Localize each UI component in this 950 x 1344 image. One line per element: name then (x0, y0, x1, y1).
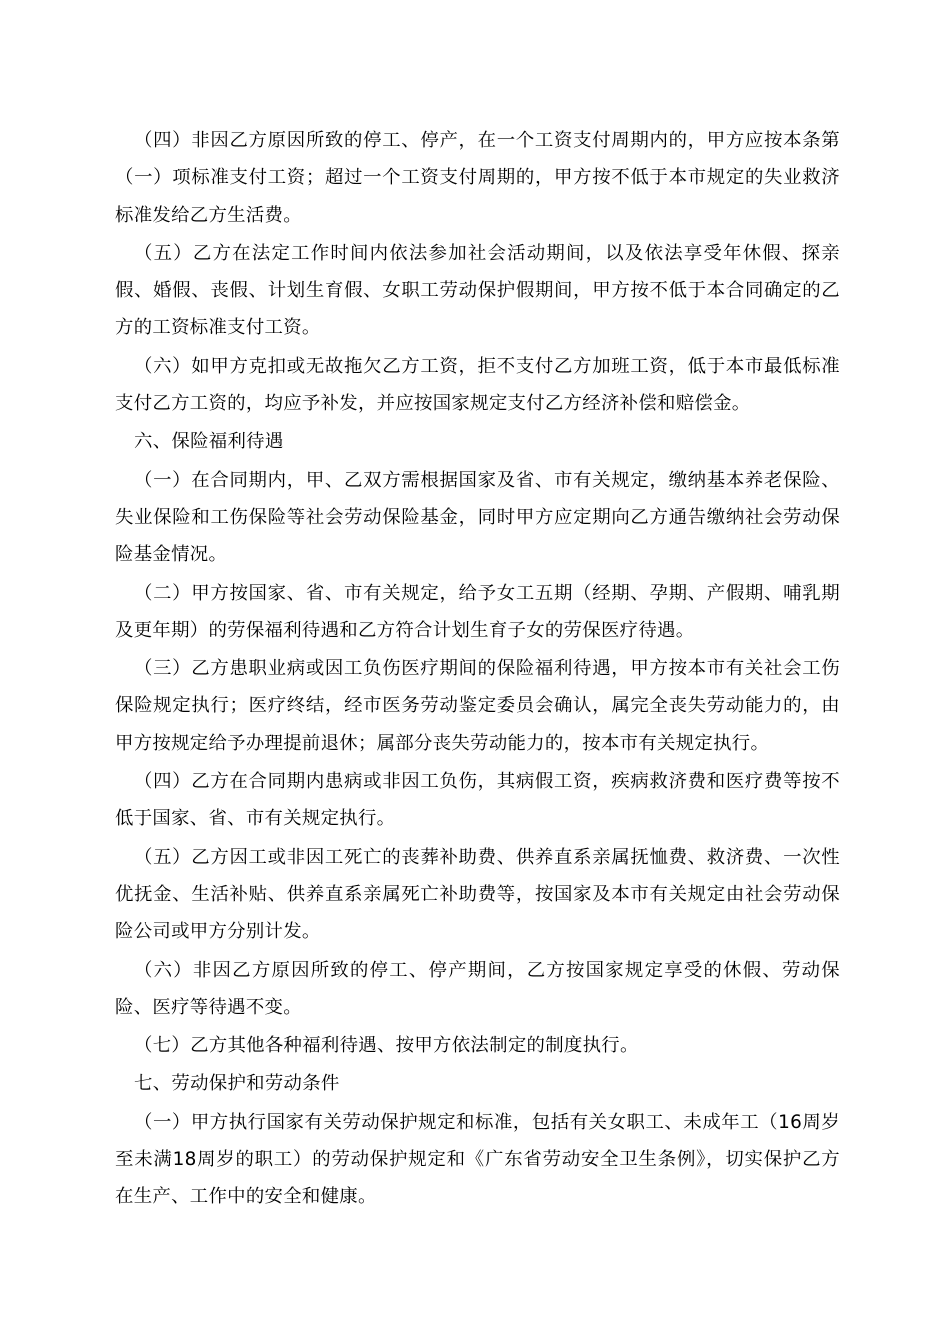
paragraph-wage-arrears: （六）如甲方克扣或无故拖欠乙方工资，拒不支付乙方加班工资，低于本市最低标准支付乙方工资的，均应予补发，并应按国家规定支付乙方经济补偿和赔偿金。 (115, 355, 840, 415)
paragraph-labor-protection: （一）甲方执行国家有关劳动保护规定和标准，包括有关女职工、未成年工（16周岁至未满18周岁的职工）的劳动保护规定和《广东省劳动安全卫生条例》，切实保护乙方在生产、工作中的安全和健康。 (115, 1111, 840, 1208)
paragraph-female-benefits: （二）甲方按国家、省、市有关规定，给予女工五期（经期、孕期、产假期、哺乳期及更年期）的劳保福利待遇和乙方符合计划生育子女的劳保医疗待遇。 (115, 582, 840, 641)
paragraph-sick-leave: （四）乙方在合同期内患病或非因工负伤，其病假工资，疾病救济费和医疗费等按不低于国家、省、市有关规定执行。 (115, 771, 840, 830)
section-heading-labor-protection: 七、劳动保护和劳动条件 (134, 1073, 340, 1095)
paragraph-occupational-injury: （三）乙方患职业病或因工负伤医疗期间的保险福利待遇，甲方按本市有关社会工伤保险规定执行；医疗终结，经市医务劳动鉴定委员会确认，属完全丧失劳动能力的，由甲方按规定给予办理提前退休；属部分丧失劳动能力的，按本市有关规定执行。 (115, 658, 840, 754)
paragraph-insurance-fund: （一）在合同期内，甲、乙双方需根据国家及省、市有关规定，缴纳基本养老保险、失业保险和工伤保险等社会劳动保险基金，同时甲方应定期向乙方通告缴纳社会劳动保险基金情况。 (115, 469, 840, 566)
document-page (115, 122, 840, 1217)
paragraph-wage-leave: （五）乙方在法定工作时间内依法参加社会活动期间，以及依法享受年休假、探亲假、婚假、丧假、计划生育假、女职工劳动保护假期间，甲方按不低于本合同确定的乙方的工资标准支付工资。 (115, 242, 840, 339)
paragraph-suspension-benefits: （六）非因乙方原因所致的停工、停产期间，乙方按国家规定享受的休假、劳动保险、医疗等待遇不变。 (115, 959, 840, 1018)
paragraph-other-benefits: （七）乙方其他各种福利待遇、按甲方依法制定的制度执行。 (134, 1035, 639, 1057)
paragraph-death-benefits: （五）乙方因工或非因工死亡的丧葬补助费、供养直系亲属抚恤费、救济费、一次性优抚金、生活补贴、供养直系亲属死亡补助费等，按国家及本市有关规定由社会劳动保险公司或甲方分别计发。 (115, 846, 840, 943)
paragraph-wage-suspension: （四）非因乙方原因所致的停工、停产，在一个工资支付周期内的，甲方应按本条第（一）项标准支付工资；超过一个工资支付周期的，甲方按不低于本市规定的失业救济标准发给乙方生活费。 (115, 130, 840, 226)
section-heading-insurance: 六、保险福利待遇 (134, 431, 284, 453)
